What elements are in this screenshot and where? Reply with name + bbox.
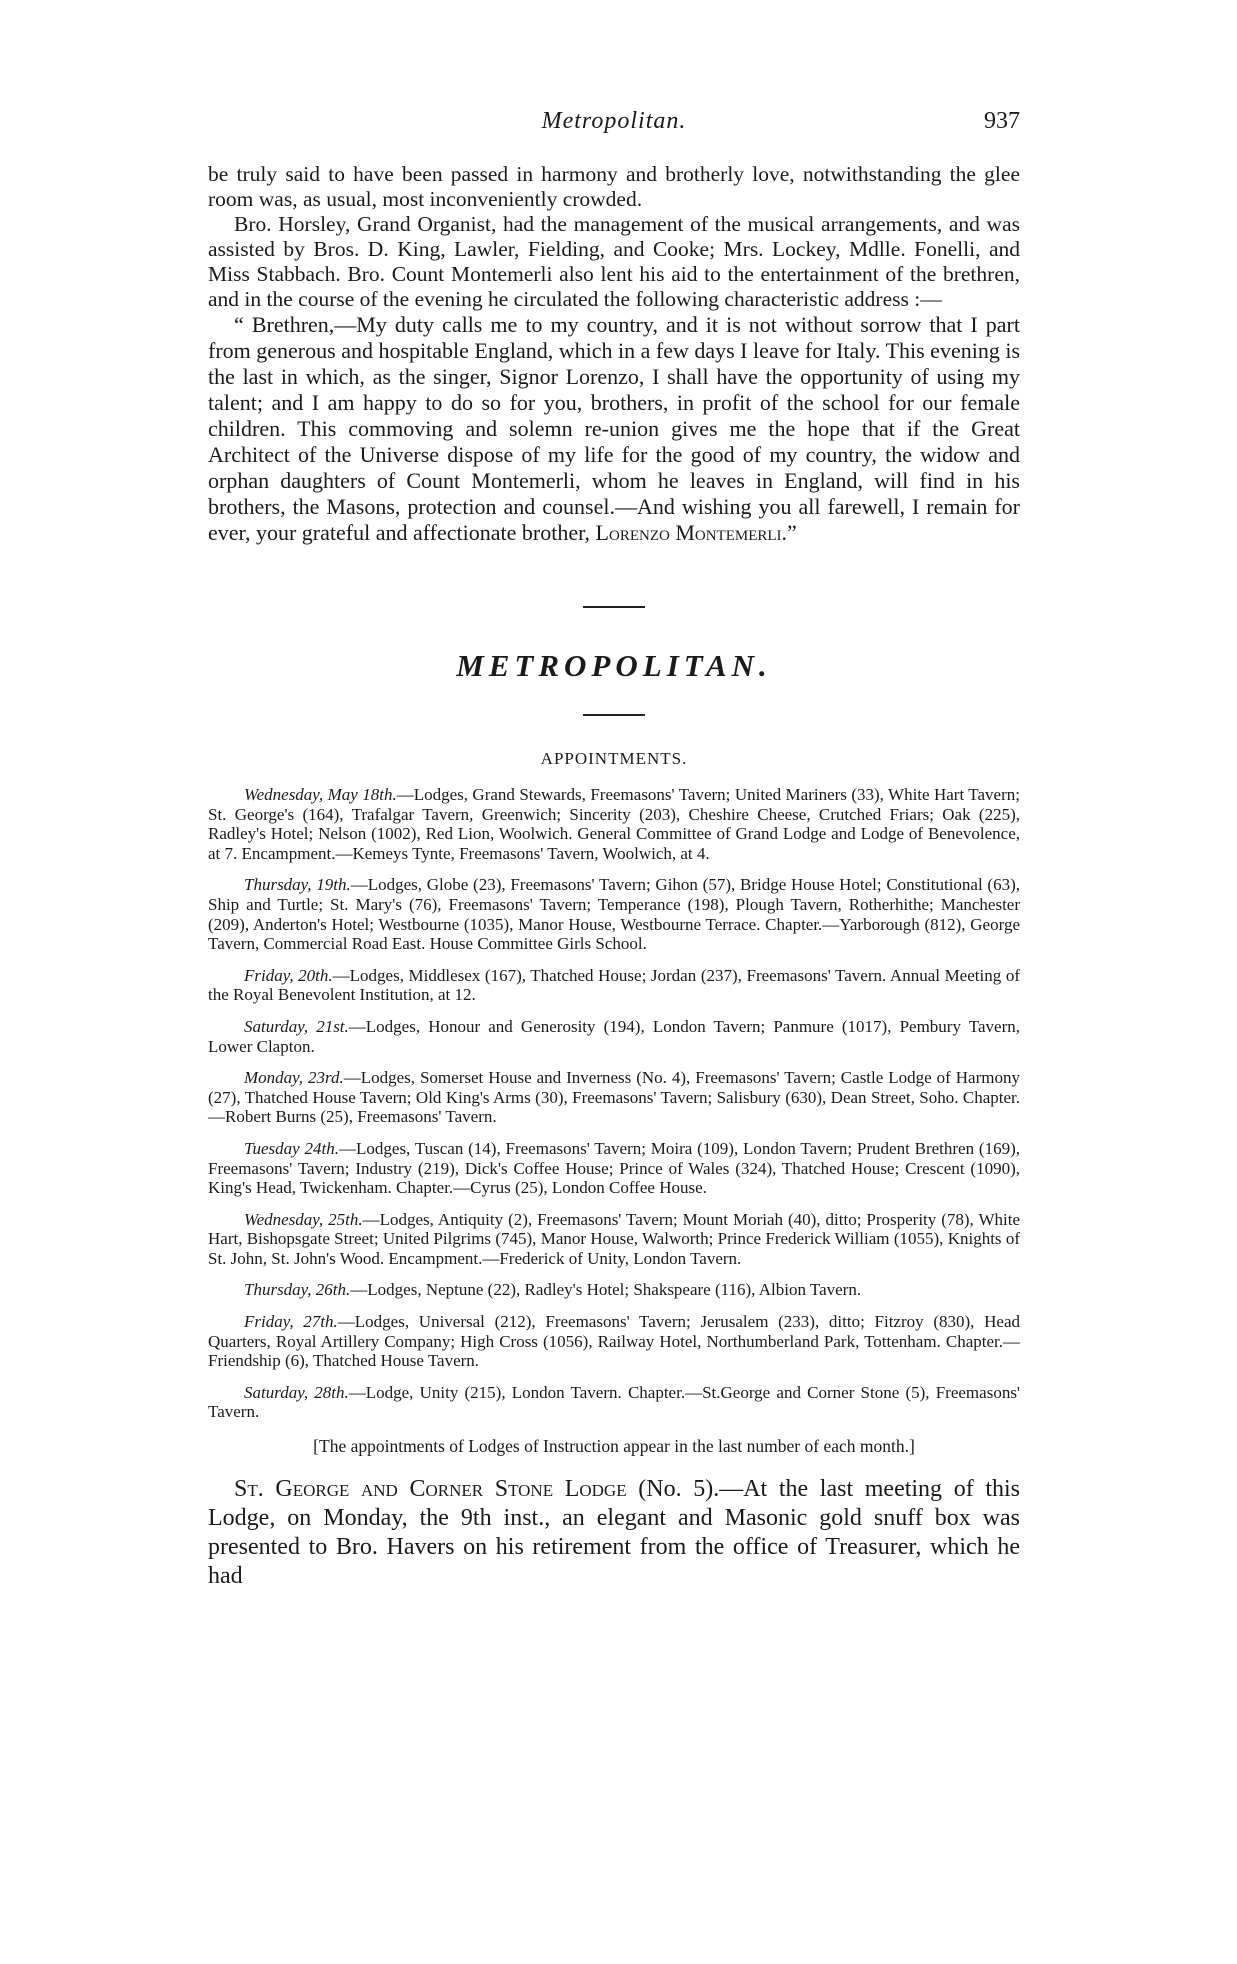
- appointment-entry: [208, 1280, 1020, 1300]
- lodge-report-text: (No. 5).—At the last meeting of this Lodge, on Monday, the 9th inst., an elegant and Masonic gold snuff box was presented to Bro. Havers on his retirement from the office of Treasurer, which he had: [208, 1476, 1020, 1590]
- appointment-day: Wednesday, May 18th.: [244, 785, 397, 804]
- appointment-day: Friday, 20th.: [244, 965, 333, 985]
- appointment-text: —Lodges, Somerset House and Inverness (No. 4), Freemasons' Tavern; Castle Lodge of Harmony (27), Thatched House Tavern; Old King's Arms (30), Freemasons' Tavern; Salisbury (630), Dean Street, Soho. Chapter.—Robert Burns (25), Freemasons' Tavern.: [208, 1068, 1020, 1127]
- appointment-entry: [208, 1017, 1020, 1056]
- appointment-entry: [208, 785, 1020, 863]
- appointment-entry: [208, 1139, 1020, 1198]
- appointment-text: —Lodges, Universal (212), Freemasons' Tavern; Jerusalem (233), ditto; Fitzroy (830), Head Quarters, Royal Artillery Company; High Cross (1056), Railway Hotel, Northumberland Park, Tottenham. Chapter.—Friendship (6), Thatched House Tavern.: [208, 1312, 1020, 1371]
- appointments-heading: APPOINTMENTS.: [540, 749, 688, 768]
- musical-arrangements-paragraph: Bro. Horsley, Grand Organist, had the management of the musical arrangements, and was assisted by Bros. D. King, Lawler, Fielding, and Cooke; Mrs. Lockey, Mdlle. Fonelli, and Miss Stabbach. Bro. Count Montemerli also lent his aid to the entertainment of the brethren, and in the course of the evening he circulated the following characteristic address :—: [208, 212, 1020, 311]
- appointment-day: Monday, 23rd.: [244, 1068, 344, 1088]
- address-paragraph: [208, 312, 1020, 546]
- instruction-note: [The appointments of Lodges of Instruction appear in the last number of each month.]: [313, 1436, 915, 1457]
- opening-paragraph: be truly said to have been passed in harmony and brotherly love, notwithstanding the glee room was, as usual, most inconveniently crowded.: [208, 162, 1020, 211]
- page-number: 937: [984, 108, 1020, 134]
- running-head: [208, 108, 1020, 142]
- appointment-entry: [208, 1068, 1020, 1127]
- appointment-entry: [208, 1312, 1020, 1371]
- appointment-entry: [208, 1383, 1020, 1422]
- appointment-day: Thursday, 19th.: [244, 875, 351, 895]
- appointment-text: —Lodges, Honour and Generosity (194), London Tavern; Panmure (1017), Pembury Tavern, Lower Clapton.: [208, 1016, 1020, 1056]
- appointment-day: Saturday, 28th.: [244, 1382, 349, 1402]
- appointments-list: [208, 785, 1020, 1422]
- appointment-text: —Lodges, Middlesex (167), Thatched House; Jordan (237), Freemasons' Tavern. Annual Meeting of the Royal Benevolent Institution, at 12.: [208, 965, 1020, 1005]
- appointment-text: —Lodges, Neptune (22), Radley's Hotel; Shakspeare (116), Albion Tavern.: [350, 1280, 862, 1300]
- appointment-entry: [208, 966, 1020, 1005]
- appointment-text: —Lodge, Unity (215), London Tavern. Chapter.—St.George and Corner Stone (5), Freemasons' Tavern.: [208, 1382, 1020, 1422]
- appointment-day: Friday, 27th.: [244, 1312, 338, 1332]
- appointment-text: —Lodges, Tuscan (14), Freemasons' Tavern; Moira (109), London Tavern; Prudent Brethren (169), Freemasons' Tavern; Industry (219), Dick's Coffee House; Prince of Wales (324), Thatched House; Crescent (1090), King's Head, Twickenham. Chapter.—Cyrus (25), London Coffee House.: [208, 1138, 1020, 1198]
- appointment-day: Tuesday 24th.: [244, 1138, 340, 1158]
- appointment-text: —Lodges, Grand Stewards, Freemasons' Tavern; United Mariners (33), White Hart Tavern; St. George's (164), Trafalgar Tavern, Greenwich; Sincerity (203), Cheshire Cheese, Crutched Friars; Oak (225), Radley's Hotel; Nelson (1002), Red Lion, Woolwich. General Committee of Grand Lodge and Lodge of Benevolence, at 7. Encampment.—Kemeys Tynte, Freemasons' Tavern, Woolwich, at 4.: [208, 785, 1020, 863]
- appointment-text: —Lodges, Antiquity (2), Freemasons' Tavern; Mount Moriah (40), ditto; Prosperity (78), White Hart, Bishopsgate Street; United Pilgrims (745), Manor House, Walworth; Prince Frederick William (1055), Knights of St. John, St. John's Wood. Encampment.—Frederick of Unity, London Tavern.: [208, 1209, 1020, 1268]
- address-text: “ Brethren,—My duty calls me to my country, and it is not without sorrow that I part from generous and hospitable England, which in a few days I leave for Italy. This evening is the last in which, as the singer, Signor Lorenzo, I shall have the opportunity of using my talent; and I am happy to do so for you, brothers, in profit of the school for our female children. This commoving and solemn re-union gives me the hope that if the Great Architect of the Universe dispose of my life for the good of my country, the widow and orphan daughters of Count Montemerli, whom he leaves in England, will find in his brothers, the Masons, protection and counsel.—And wishing you all farewell, I remain for ever, your grateful and affectionate brother,: [208, 312, 1020, 545]
- appointment-day: Saturday, 21st.: [244, 1016, 349, 1036]
- page-body: [208, 162, 1020, 1591]
- section-title: METROPOLITAN.: [456, 648, 772, 683]
- appointment-text: —Lodges, Globe (23), Freemasons' Tavern; Gihon (57), Bridge House Hotel; Constitutional (63), Ship and Turtle; St. Mary's (76), Freemasons' Tavern; Temperance (198), Plough Tavern, Rotherhithe; Manchester (209), Anderton's Hotel; Westbourne (1035), Manor House, Westbourne Terrace. Chapter.—Yarborough (812), George Tavern, Commercial Road East. House Committee Girls School.: [208, 875, 1020, 954]
- appointment-day: Wednesday, 25th.: [244, 1209, 363, 1229]
- running-title: Metropolitan.: [541, 108, 687, 134]
- appointment-entry: [208, 875, 1020, 953]
- lodge-name: St. George and Corner Stone Lodge: [234, 1476, 627, 1503]
- appointment-entry: [208, 1210, 1020, 1269]
- appointment-day: Thursday, 26th.: [244, 1280, 351, 1300]
- address-signature: Lorenzo Montemerli.”: [595, 520, 797, 545]
- lodge-report-paragraph: [208, 1475, 1020, 1591]
